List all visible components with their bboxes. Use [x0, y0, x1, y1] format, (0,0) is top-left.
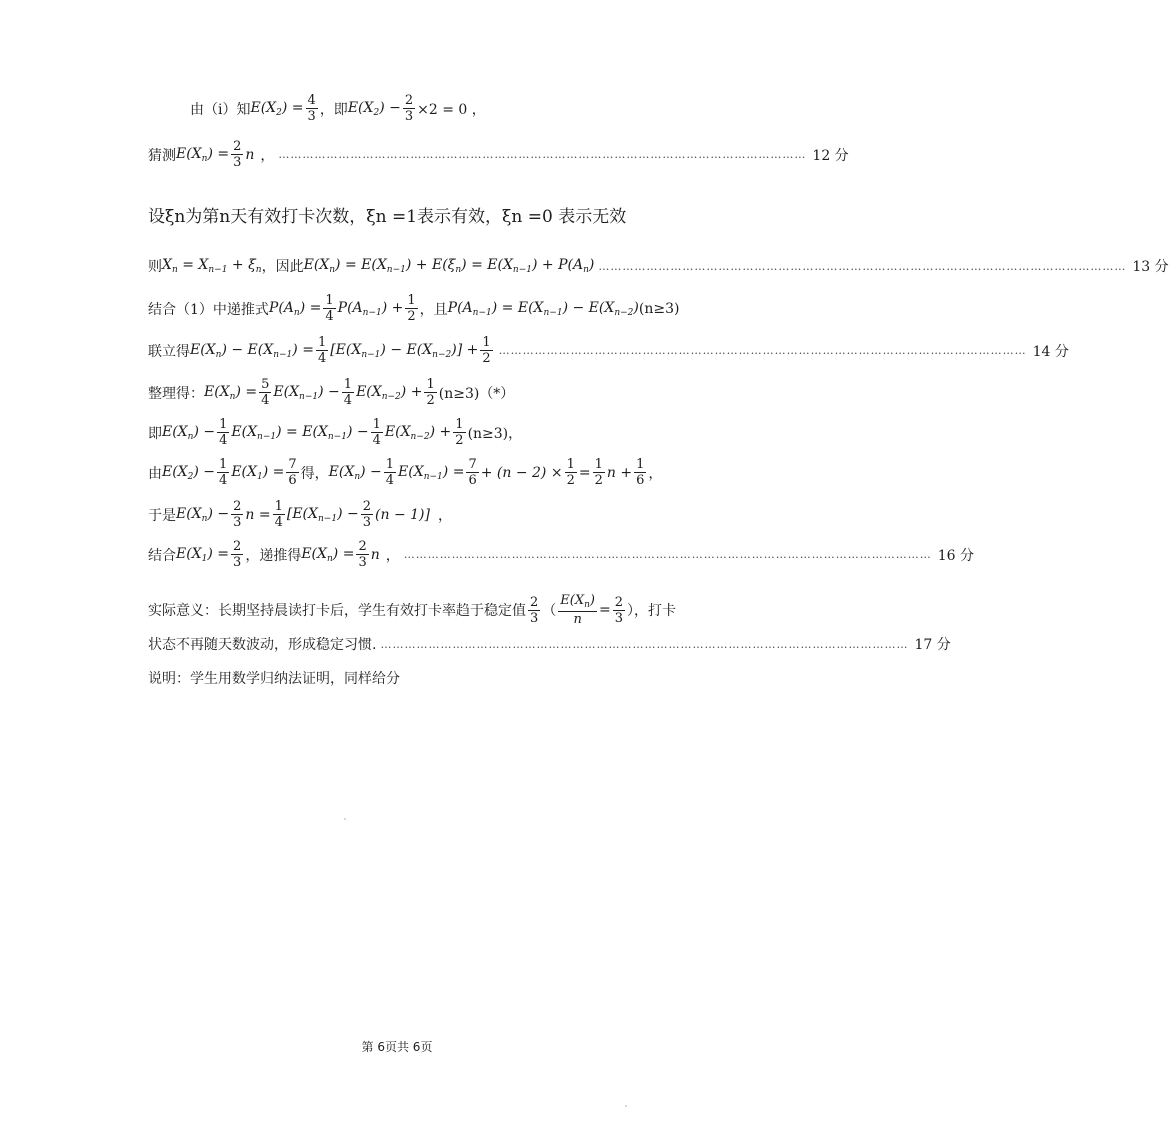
text-l1a: 由（ⅰ）知 — [190, 101, 251, 118]
fraction-2-3: $\frac{2}{3}$ — [362, 499, 372, 530]
fraction-1-4: $\frac{1}{4}$ — [219, 457, 228, 488]
text-l11b: ，递推得 — [245, 547, 302, 564]
formula-exn-eq: $E(X_n)$ = — [204, 383, 258, 402]
fraction-2-3: $\frac{2}{3}$ — [358, 539, 367, 570]
text-l5a: 结合（1）中递推式 — [148, 301, 269, 318]
formula-exn1-eq: $E(X_{n-1}) = E(X_{n-1})$ − — [231, 423, 369, 442]
score-16: 16 分 — [937, 547, 975, 564]
formula-pan1: $P(A_{n-1})$ + — [337, 299, 404, 318]
leader-dots: …………………………………………………………………………………………………………………… — [403, 548, 932, 561]
scan-speck — [625, 1105, 627, 1107]
formula-exn-minus: $E(X_n)$ − — [328, 463, 382, 482]
fraction-1-2: $\frac{1}{2}$ — [566, 457, 575, 488]
fraction-2-3: $\frac{2}{3}$ — [233, 499, 242, 530]
formula-exn1-eq: $E(X_{n-1})$ = — [398, 463, 465, 482]
fraction-1-2: $\frac{1}{2}$ — [426, 377, 435, 408]
fraction-1-2: $\frac{1}{2}$ — [455, 417, 464, 448]
formula-xn: $X_n = X_{n-1} + \xi_n$ — [162, 257, 262, 275]
formula-n-minus-2: + (n − 2) × — [480, 464, 563, 481]
text-l9b: 得， — [300, 465, 329, 482]
formula-pan: $P(A_n)$ = — [268, 299, 322, 318]
fraction-7-6: $\frac{7}{6}$ — [288, 457, 297, 488]
line-1 — [190, 94, 654, 123]
var-n: n — [245, 146, 255, 163]
fraction-2-3: $\frac{2}{3}$ — [404, 93, 414, 124]
fraction-1-2: $\frac{1}{2}$ — [407, 293, 416, 324]
text-l12b: （ — [542, 603, 557, 619]
text-l5b: ，且 — [419, 301, 448, 318]
fraction-1-4: $\frac{1}{4}$ — [219, 417, 228, 448]
text-l10b: ， — [437, 507, 452, 524]
text-l2a: 猜测 — [148, 147, 176, 164]
fraction-2-3: $\frac{2}{3}$ — [233, 539, 242, 570]
formula-n-eq: n = — [245, 506, 271, 523]
text-l4a: 则 — [148, 259, 162, 275]
text-l7a: 整理得： — [148, 385, 204, 402]
text-l9a: 由 — [148, 465, 162, 482]
formula-pan1-eq: $P(A_{n-1}) = E(X_{n-1}) - E(X_{n-2})$ — [447, 299, 639, 318]
line-12 — [148, 593, 676, 627]
fraction-1-4: $\frac{1}{4}$ — [325, 293, 334, 324]
fraction-1-4: $\frac{1}{4}$ — [343, 377, 353, 408]
formula-exn-eq: $E(X_n)$ = — [301, 545, 355, 564]
formula-ex2-minus: $E(X_2)$ − — [162, 463, 216, 482]
fraction-1-2: $\frac{1}{2}$ — [594, 457, 603, 488]
text-l9c: ， — [648, 465, 663, 482]
formula-exn-minus: $E(X_n)$ − — [176, 505, 230, 524]
score-14: 14 分 — [1032, 343, 1069, 360]
formula-ex2: $E(X_2)$ = — [250, 99, 304, 118]
text-l10a: 于是 — [148, 507, 176, 524]
page-footer: 第 6页共 6页 — [361, 1040, 433, 1054]
text-l8b: (n≥3)， — [467, 425, 523, 442]
line-10 — [148, 500, 654, 529]
formula-bracket-open: [$E(X_{n-1})$ − — [286, 505, 359, 524]
line-8 — [148, 418, 654, 447]
text-l8a: 即 — [148, 425, 162, 442]
text-l6a: 联立得 — [148, 343, 190, 360]
formula-bracket-close: (n − 1)] — [375, 506, 430, 523]
line-11 — [148, 539, 975, 570]
formula-diff-bracket: $[E(X_{n-1}) - E(X_{n-2})]$ + — [330, 341, 479, 360]
formula-eq: = — [598, 602, 611, 618]
fraction-2-3: $\frac{2}{3}$ — [614, 594, 623, 626]
formula-exn1: $E(X_{n-1})$ − — [273, 383, 340, 402]
fraction-2-3: $\frac{2}{3}$ — [233, 139, 242, 170]
fraction-1-6: $\frac{1}{6}$ — [636, 457, 645, 488]
line-7 — [148, 378, 654, 407]
fraction-1-4: $\frac{1}{4}$ — [385, 457, 395, 488]
text-l4b: ，因此 — [261, 259, 304, 275]
formula-ex2-minus: $E(X_2)$ − — [347, 99, 401, 118]
fraction-5-4: $\frac{5}{4}$ — [261, 377, 270, 408]
formula-ex1-eq: $E(X_1)$ = — [231, 463, 285, 482]
formula-diff: $E(X_n) - E(X_{n-1})$ = — [190, 341, 314, 360]
text-l13a: 状态不再随天数波动，形成稳定习惯. — [148, 637, 377, 653]
fraction-2-3: $\frac{2}{3}$ — [530, 594, 539, 626]
score-13: 13 分 — [1132, 259, 1169, 275]
line-2 — [148, 139, 849, 170]
leader-dots: …………………………………………………………………………………………………………………… — [498, 344, 1027, 357]
text-l3: 设ξn为第n天有效打卡次数，ξn =1表示有效，ξn =0 表示无效 — [148, 207, 627, 227]
text-l1c: ×2 = 0 ， — [417, 101, 486, 118]
leader-dots: …………………………………………………………………………………………………………………… — [380, 637, 909, 651]
formula-exn2-plus: $E(X_{n-2})$ + — [384, 423, 452, 442]
formula-ex1-eq: $E(X_1)$ = — [176, 545, 230, 564]
text-l5c: (n≥3) — [638, 300, 680, 317]
text-l7b: (n≥3)（*） — [438, 385, 515, 402]
fraction-1-4: $\frac{1}{4}$ — [372, 417, 381, 448]
line-3 — [148, 202, 654, 227]
line-13 — [148, 634, 951, 654]
formula-exn2: $E(X_{n-2})$ + — [356, 383, 423, 402]
formula-eq: = — [578, 464, 591, 481]
fraction-1-4: $\frac{1}{4}$ — [317, 335, 327, 366]
text-l14a: 说明：学生用数学归纳法证明，同样给分 — [148, 671, 400, 687]
formula-n-plus: n + — [606, 464, 633, 481]
text-l2b: ， — [260, 147, 275, 164]
line-5 — [148, 293, 680, 324]
fraction-7-6: $\frac{7}{6}$ — [468, 457, 477, 488]
text-l11a: 结合 — [148, 547, 176, 564]
line-9 — [148, 457, 663, 488]
formula-exn: $E(X_n)$ = — [176, 145, 230, 164]
line-14 — [148, 668, 654, 688]
text-l1b: ，即 — [319, 101, 348, 118]
line-4 — [148, 256, 1169, 276]
fraction-1-2: $\frac{1}{2}$ — [482, 335, 491, 366]
text-l12c: ），打卡 — [627, 603, 676, 619]
formula-expect-sum: $E(X_n) = E(X_{n-1}) + E(\xi_n) = E(X_{n-1}) + P(A_n)$ — [303, 257, 595, 275]
leader-dots: …………………………………………………………………………………………………………………… — [598, 259, 1127, 273]
scan-speck — [344, 818, 346, 820]
text-l12a: 实际意义：长期坚持晨读打卡后，学生有效打卡率趋于稳定值 — [148, 603, 526, 619]
fraction-exn-n: $\frac{E(X_n)}{n}$ — [560, 593, 595, 627]
fraction-4-3: $\frac{4}{3}$ — [307, 93, 316, 124]
score-17: 17 分 — [914, 637, 951, 653]
score-12: 12 分 — [812, 147, 849, 164]
formula-exn-minus: $E(X_n)$ − — [162, 423, 216, 442]
fraction-1-4: $\frac{1}{4}$ — [274, 499, 283, 530]
leader-dots: …………………………………………………………………………………………………………………… — [278, 148, 807, 161]
text-l11c: ， — [385, 547, 400, 564]
var-n: n — [370, 546, 380, 563]
line-6 — [148, 335, 1069, 366]
